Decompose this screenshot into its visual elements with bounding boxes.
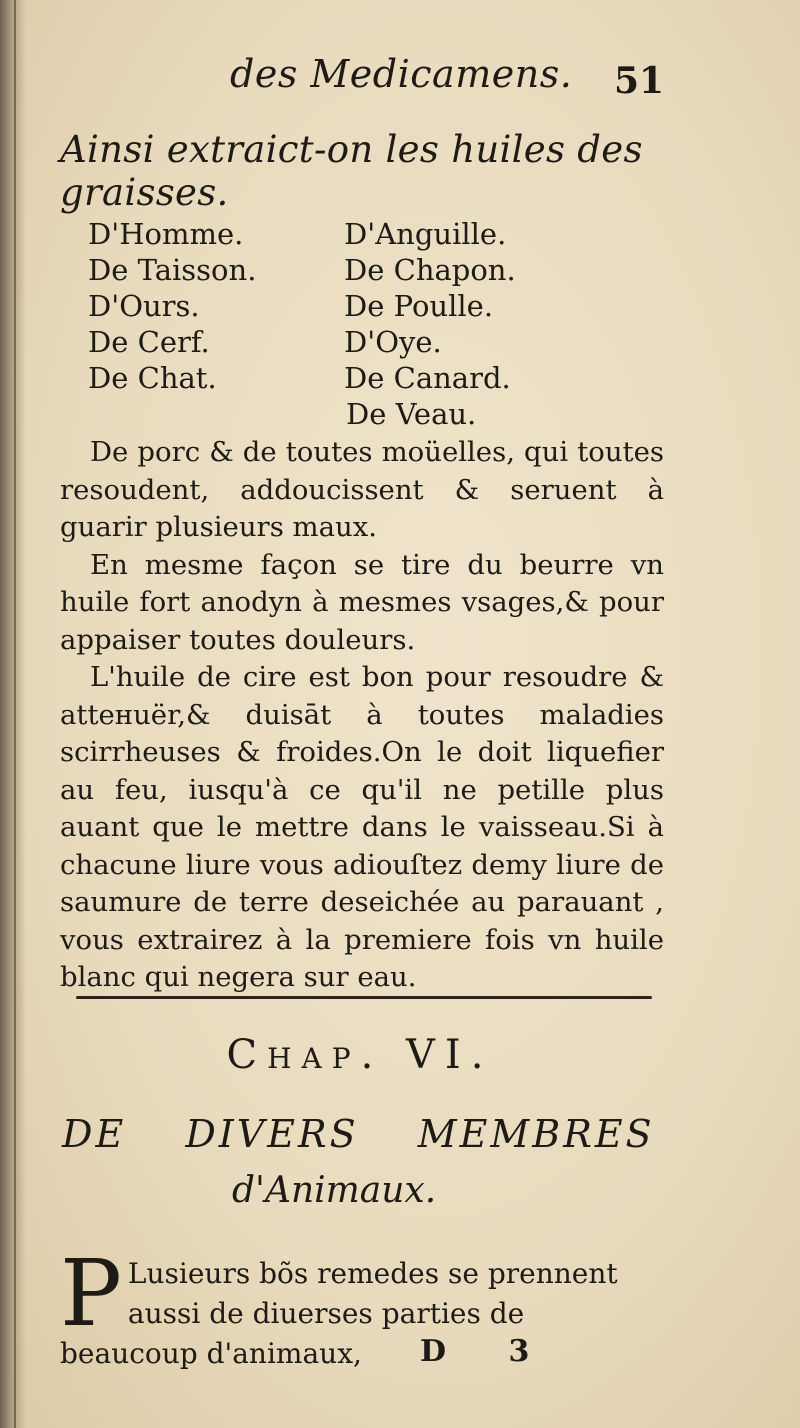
fat-item: De Poulle. [344, 289, 494, 323]
fat-item: De Veau. [346, 397, 477, 431]
page-gutter-shadow [0, 0, 26, 1428]
chapter-title [62, 1112, 655, 1156]
paragraph: De porc & de toutes moüelles, qui toutes resoudent, addoucissent & seruent à guarir plusieurs maux. [60, 436, 664, 543]
fat-item: De Chat. [88, 361, 217, 395]
signature-mark: D 3 [420, 1334, 556, 1369]
chapter-title-word: DIVERS [185, 1112, 359, 1156]
fat-item: D'Ours. [88, 289, 200, 323]
section-heading: Ainsi extraict-on les huiles des graisses. [60, 128, 643, 214]
fat-item: D'Oye. [344, 325, 442, 359]
page-number: 51 [614, 60, 665, 102]
fats-list-right [344, 216, 516, 432]
section-divider [76, 996, 652, 999]
fat-item: D'Anguille. [344, 217, 507, 251]
chapter-opening-paragraph [60, 1240, 664, 1374]
fat-item: De Chapon. [344, 253, 516, 287]
fat-item: De Taisson. [88, 253, 257, 287]
running-head: des Medicamens. [230, 52, 573, 96]
drop-cap: P [60, 1240, 122, 1347]
chapter-title-word: DE [62, 1112, 127, 1156]
page-binding-edge [14, 0, 16, 1428]
paragraph: L'huile de cire est bon pour resoudre & atteнuër,& duisāt à toutes maladies scirrheuses & froides.On le doit liquefier au feu, iusqu'à ce qu'il ne petille plus auant que le mettre dans le vaisseau.Si à chacune liure vous adiouſtez demy liure de saumure de terre deseichée au parauant , vous extrairez à la premiere fois vn huile blanc qui negera sur eau. [60, 661, 664, 993]
chapter-label: Chap. VI. [226, 1032, 494, 1078]
chapter-subtitle: d'Animaux. [232, 1170, 437, 1211]
fat-item: De Cerf. [88, 325, 210, 359]
paragraph: Lusieurs bõs remedes se prennent aussi de diuerses parties de beaucoup d'animaux, [60, 1257, 618, 1370]
paragraph: En mesme façon se tire du beurre vn huile fort anodyn à mesmes vsages,& pour appaiser toutes douleurs. [60, 548, 664, 656]
fat-item: D'Homme. [88, 217, 244, 251]
chapter-title-word: MEMBRES [417, 1112, 655, 1156]
body-text [60, 434, 664, 997]
fat-item: De Canard. [344, 361, 511, 395]
fats-list-left [88, 216, 256, 396]
